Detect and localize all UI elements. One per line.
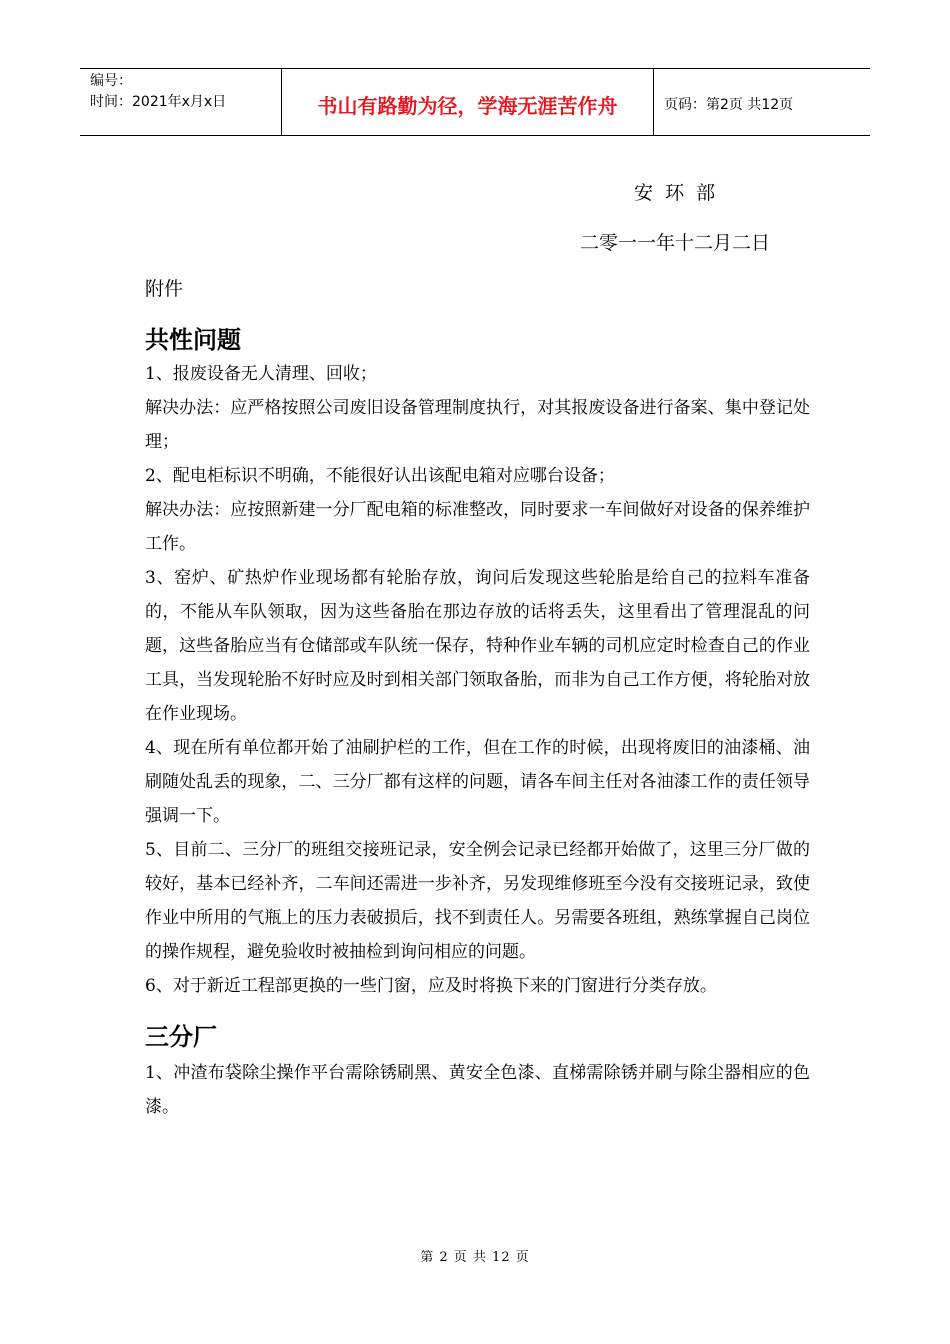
signature-date: 二零一一年十二月二日 (580, 232, 771, 254)
paragraph: 4、现在所有单位都开始了油刷护栏的工作，但在工作的时候，出现将废旧的油漆桶、油刷随处乱丢的现象，二、三分厂都有这样的问题，请各车间主任对各油漆工作的责任领导强调一下。 (145, 738, 810, 826)
paragraph: 1、冲渣布袋除尘操作平台需除锈刷黑、黄安全色漆、直梯需除锈并刷与除尘器相应的色漆。 (145, 1063, 810, 1117)
section-title-common-issues: 共性问题 (145, 326, 241, 354)
header-motto: 书山有路勤为径，学海无涯苦作舟 (282, 69, 654, 135)
paragraph: 解决办法：应严格按照公司废旧设备管理制度执行，对其报废设备进行备案、集中登记处理； (145, 398, 810, 452)
time-label: 时间：2021年x月x日 (90, 94, 227, 110)
number-label: 编号： (90, 73, 132, 89)
paragraph: 5、目前二、三分厂的班组交接班记录，安全例会记录已经都开始做了，这里三分厂做的较好，基本已经补齐，二车间还需进一步补齐，另发现维修班至今没有交接班记录，致使作业中所用的气瓶上的压力表破损后，找不到责任人。另需要各班组，熟练掌握自己岗位的操作规程，避免验收时被抽检到询问相应的问题。 (145, 840, 810, 962)
paragraph: 6、对于新近工程部更换的一些门窗，应及时将换下来的门窗进行分类存放。 (145, 976, 717, 996)
header-page-info: 页码：第2页 共12页 (664, 97, 794, 113)
paragraph: 解决办法：应按照新建一分厂配电箱的标准整改，同时要求一车间做好对设备的保养维护工作。 (145, 500, 810, 554)
section-title-third-branch: 三分厂 (145, 1023, 217, 1051)
attachment-label: 附件 (145, 278, 184, 300)
page-header (80, 68, 870, 136)
paragraph: 2、配电柜标识不明确，不能很好认出该配电箱对应哪台设备； (145, 466, 615, 486)
paragraph: 1、报废设备无人清理、回收； (145, 364, 377, 384)
department-signature: 安 环 部 (634, 182, 716, 204)
document-body (145, 272, 810, 1124)
paragraph: 3、窑炉、矿热炉作业现场都有轮胎存放，询问后发现这些轮胎是给自己的拉料车准备的，不能从车队领取，因为这些备胎在那边存放的话将丢失，这里看出了管理混乱的问题，这些备胎应当有仓储部或车队统一保存，特种作业车辆的司机应定时检查自己的作业工具，当发现轮胎不好时应及时到相关部门领取备胎，而非为自己工作方便，将轮胎对放在作业现场。 (145, 568, 810, 724)
header-meta (80, 69, 282, 135)
page-footer: 第 2 页 共 12 页 (420, 1250, 530, 1265)
